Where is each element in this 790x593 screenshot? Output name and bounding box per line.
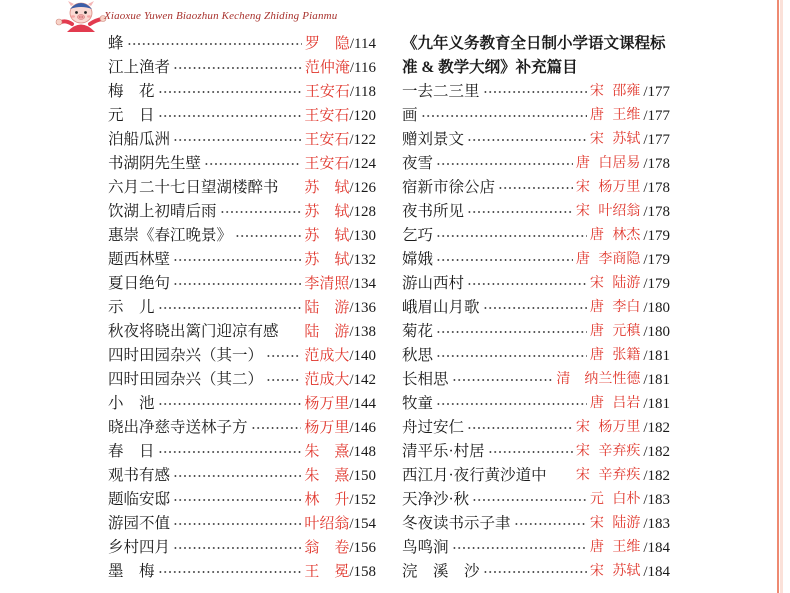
- toc-left-column: [108, 32, 376, 584]
- entry-page-number: /178: [643, 180, 670, 196]
- entry-title: 游山西村: [402, 275, 465, 292]
- leader-dots: [488, 447, 573, 457]
- toc-entry-row: [108, 128, 376, 152]
- entry-author: 元 白朴: [589, 492, 641, 507]
- header-subtitle-pinyin: Xiaoxue Yuwen Biaozhun Kecheng Zhiding Pianmu: [104, 10, 338, 22]
- entry-page-number: /181: [643, 372, 670, 388]
- entry-page-number: /179: [643, 252, 670, 268]
- toc-entry-row: [402, 104, 670, 128]
- leader-dots: [436, 351, 587, 361]
- entry-title: 菊花: [402, 323, 434, 340]
- leader-dots: [421, 111, 587, 121]
- toc-entry-row: [402, 416, 670, 440]
- entry-page-number: /152: [349, 492, 376, 508]
- leader-dots: [436, 255, 573, 265]
- entry-author: 王 冕: [304, 564, 350, 580]
- leader-dots: [467, 135, 587, 145]
- supplementary-heading-line1: 《九年义务教育全日制小学语文课程标: [402, 35, 666, 52]
- entry-page-number: /181: [643, 396, 670, 412]
- leader-dots: [467, 207, 573, 217]
- entry-title: 观书有感: [108, 467, 171, 484]
- entry-author: 宋 辛弃疾: [575, 468, 641, 483]
- toc-entry-row: [108, 440, 376, 464]
- entry-title: 示 儿: [108, 299, 155, 316]
- toc-entry-row: [108, 392, 376, 416]
- entry-page-number: /179: [643, 228, 670, 244]
- entry-author: 宋 苏轼: [589, 564, 641, 579]
- entry-page-number: /144: [349, 396, 376, 412]
- entry-author: 朱 熹: [304, 444, 350, 460]
- leader-dots: [158, 303, 302, 313]
- entry-author: 王安石: [304, 108, 350, 124]
- leader-dots: [483, 87, 587, 97]
- entry-page-number: /177: [643, 108, 670, 124]
- entry-page-number: /140: [349, 348, 376, 364]
- toc-entry-row: [402, 344, 670, 368]
- leader-dots: [173, 471, 301, 481]
- entry-author: 唐 李白: [589, 300, 641, 315]
- entry-author: 叶绍翁: [304, 516, 350, 532]
- entry-title: 赠刘景文: [402, 131, 465, 148]
- leader-dots: [158, 111, 302, 121]
- supplementary-entries: [402, 80, 670, 584]
- entry-title: 四时田园杂兴（其一）: [108, 347, 264, 364]
- toc-entry-row: [402, 128, 670, 152]
- entry-page-number: /122: [349, 132, 376, 148]
- entry-title: 夜雪: [402, 155, 434, 172]
- entry-page-number: /178: [643, 156, 670, 172]
- toc-entry-row: [402, 224, 670, 248]
- entry-title: 宿新市徐公店: [402, 179, 496, 196]
- entry-author: 宋 苏轼: [589, 132, 641, 147]
- entry-page-number: /154: [349, 516, 376, 532]
- entry-page-number: /120: [349, 108, 376, 124]
- entry-title: 画: [402, 107, 418, 124]
- toc-entry-row: [108, 296, 376, 320]
- leader-dots: [550, 471, 573, 481]
- entry-title: 六月二十七日望湖楼醉书: [108, 179, 279, 196]
- entry-page-number: /124: [349, 156, 376, 172]
- entry-title: 乞巧: [402, 227, 434, 244]
- entry-page-number: /138: [349, 324, 376, 340]
- toc-entry-row: [108, 560, 376, 584]
- entry-author: 清 纳兰性德: [556, 372, 641, 387]
- entry-author: 林 升: [304, 492, 350, 508]
- toc-entry-row: [108, 80, 376, 104]
- toc-entry-row: [402, 320, 670, 344]
- entry-page-number: /142: [349, 372, 376, 388]
- entry-title: 天净沙·秋: [402, 491, 470, 508]
- toc-entry-row: [108, 344, 376, 368]
- entry-page-number: /180: [643, 324, 670, 340]
- entry-page-number: /130: [349, 228, 376, 244]
- entry-page-number: /177: [643, 84, 670, 100]
- entry-title: 清平乐·村居: [402, 443, 485, 460]
- entry-page-number: /180: [643, 300, 670, 316]
- entry-title: 晓出净慈寺送林子方: [108, 419, 248, 436]
- toc-entry-row: [402, 536, 670, 560]
- leader-dots: [173, 63, 302, 73]
- toc-entry-row: [402, 296, 670, 320]
- entry-author: 王安石: [304, 156, 350, 172]
- entry-author: 范仲淹: [304, 60, 350, 76]
- leader-dots: [436, 159, 573, 169]
- entry-title: 秋夜将晓出篱门迎凉有感: [108, 323, 279, 340]
- toc-entry-row: [402, 80, 670, 104]
- toc-entry-row: [402, 152, 670, 176]
- entry-title: 墨 梅: [108, 563, 155, 580]
- entry-page-number: /179: [643, 276, 670, 292]
- entry-title: 元 日: [108, 107, 155, 124]
- entry-title: 泊船瓜洲: [108, 131, 171, 148]
- entry-author: 宋 辛弃疾: [575, 444, 641, 459]
- entry-title: 牧童: [402, 395, 434, 412]
- entry-author: 范成大: [304, 372, 350, 388]
- leader-dots: [173, 135, 301, 145]
- entry-page-number: /150: [349, 468, 376, 484]
- toc-entry-row: [108, 368, 376, 392]
- toc-entry-row: [402, 248, 670, 272]
- entry-author: 王安石: [304, 132, 350, 148]
- entry-title: 题西林壁: [108, 251, 171, 268]
- entry-page-number: /184: [643, 564, 670, 580]
- leader-dots: [158, 87, 302, 97]
- entry-page-number: /134: [349, 276, 376, 292]
- toc-entry-row: [402, 272, 670, 296]
- entry-author: 宋 杨万里: [575, 180, 641, 195]
- entry-author: 罗 隐: [304, 36, 350, 52]
- entry-title: 一去二三里: [402, 83, 480, 100]
- leader-dots: [436, 399, 587, 409]
- entry-page-number: /136: [349, 300, 376, 316]
- entry-page-number: /116: [349, 60, 376, 76]
- toc-entry-row: [108, 488, 376, 512]
- entry-author: 唐 李商隐: [575, 252, 641, 267]
- entry-page-number: /182: [643, 420, 670, 436]
- toc-entry-row: [402, 200, 670, 224]
- entry-page-number: /156: [349, 540, 376, 556]
- toc-entry-row: [402, 440, 670, 464]
- entry-page-number: /182: [643, 468, 670, 484]
- entry-title: 梅 花: [108, 83, 155, 100]
- leader-dots: [173, 255, 301, 265]
- toc-entry-row: [402, 368, 670, 392]
- leader-dots: [235, 231, 301, 241]
- entry-title: 江上渔者: [108, 59, 171, 76]
- entry-author: 宋 陆游: [589, 516, 641, 531]
- leader-dots: [472, 495, 587, 505]
- entry-title: 春 日: [108, 443, 155, 460]
- entry-title: 秋思: [402, 347, 434, 364]
- entry-author: 翁 卷: [304, 540, 350, 556]
- entry-author: 宋 杨万里: [575, 420, 641, 435]
- entry-author: 杨万里: [304, 396, 350, 412]
- entry-title: 西江月·夜行黄沙道中: [402, 467, 547, 484]
- entry-author: 范成大: [304, 348, 350, 364]
- leader-dots: [204, 159, 301, 169]
- toc-entry-row: [108, 512, 376, 536]
- entry-page-number: /114: [349, 36, 376, 52]
- entry-title: 蜂: [108, 35, 124, 52]
- leader-dots: [452, 543, 587, 553]
- leader-dots: [452, 375, 554, 385]
- leader-dots: [282, 183, 302, 193]
- leader-dots: [173, 543, 301, 553]
- toc-entry-row: [108, 248, 376, 272]
- toc-entry-row: [108, 320, 376, 344]
- toc-entry-row: [402, 488, 670, 512]
- leader-dots: [514, 519, 587, 529]
- entry-page-number: /177: [643, 132, 670, 148]
- leader-dots: [282, 327, 302, 337]
- leader-dots: [467, 279, 587, 289]
- entry-page-number: /118: [349, 84, 376, 100]
- entry-author: 宋 陆游: [589, 276, 641, 291]
- entry-author: 唐 白居易: [575, 156, 641, 171]
- leader-dots: [266, 375, 301, 385]
- leader-dots: [467, 423, 573, 433]
- page-border-right: [777, 0, 779, 593]
- entry-author: 陆 游: [304, 300, 350, 316]
- entry-title: 夏日绝句: [108, 275, 171, 292]
- entry-page-number: /126: [349, 180, 376, 196]
- toc-entry-row: [108, 272, 376, 296]
- entry-title: 书湖阴先生壁: [108, 155, 202, 172]
- entry-author: 唐 吕岩: [589, 396, 641, 411]
- toc-entry-row: [108, 416, 376, 440]
- toc-entry-row: [402, 392, 670, 416]
- leader-dots: [173, 495, 301, 505]
- entry-page-number: /178: [643, 204, 670, 220]
- entry-page-number: /132: [349, 252, 376, 268]
- entry-title: 小 池: [108, 395, 155, 412]
- entry-title: 长相思: [402, 371, 449, 388]
- entry-author: 苏 轼: [304, 204, 350, 220]
- entry-author: 唐 林杰: [589, 228, 641, 243]
- entry-author: 宋 叶绍翁: [575, 204, 641, 219]
- entry-page-number: /184: [643, 540, 670, 556]
- entry-author: 唐 王维: [589, 540, 641, 555]
- toc-entry-row: [108, 176, 376, 200]
- entry-title: 舟过安仁: [402, 419, 465, 436]
- entry-author: 杨万里: [304, 420, 350, 436]
- cartoon-mascot-icon: [54, 0, 108, 32]
- entry-author: 李清照: [304, 276, 350, 292]
- leader-dots: [158, 447, 302, 457]
- entry-title: 嫦娥: [402, 251, 434, 268]
- entry-page-number: /148: [349, 444, 376, 460]
- entry-title: 峨眉山月歌: [402, 299, 480, 316]
- toc-entry-row: [402, 512, 670, 536]
- entry-page-number: /182: [643, 444, 670, 460]
- leader-dots: [127, 39, 302, 49]
- entry-title: 鸟鸣涧: [402, 539, 449, 556]
- leader-dots: [251, 423, 302, 433]
- leader-dots: [220, 207, 302, 217]
- leader-dots: [158, 567, 302, 577]
- entry-title: 夜书所见: [402, 203, 465, 220]
- entry-author: 苏 轼: [304, 252, 350, 268]
- entry-title: 四时田园杂兴（其二）: [108, 371, 264, 388]
- entry-title: 游园不值: [108, 515, 171, 532]
- entry-title: 冬夜读书示子聿: [402, 515, 511, 532]
- entry-title: 惠崇《春江晚景》: [108, 227, 233, 244]
- leader-dots: [436, 231, 587, 241]
- entry-page-number: /183: [643, 492, 670, 508]
- entry-title: 题临安邸: [108, 491, 171, 508]
- supplementary-heading-line2: 准 & 教学大纲》补充篇目: [402, 59, 578, 76]
- entry-page-number: /146: [349, 420, 376, 436]
- entry-author: 唐 张籍: [589, 348, 641, 363]
- leader-dots: [173, 519, 301, 529]
- entry-author: 唐 王维: [589, 108, 641, 123]
- entry-author: 陆 游: [304, 324, 350, 340]
- toc-entry-row: [108, 224, 376, 248]
- toc-entry-row: [108, 56, 376, 80]
- entry-title: 饮湖上初晴后雨: [108, 203, 217, 220]
- leader-dots: [483, 303, 587, 313]
- leader-dots: [483, 567, 587, 577]
- toc-entry-row: [108, 152, 376, 176]
- entry-author: 苏 轼: [304, 228, 350, 244]
- entry-title: 乡村四月: [108, 539, 171, 556]
- toc-right-column: [402, 32, 670, 584]
- leader-dots: [266, 351, 301, 361]
- leader-dots: [498, 183, 573, 193]
- leader-dots: [173, 279, 301, 289]
- entry-title: 浣 溪 沙: [402, 563, 480, 580]
- entry-author: 宋 邵雍: [589, 84, 641, 99]
- entry-page-number: /181: [643, 348, 670, 364]
- page-border-right-shade: [780, 0, 783, 593]
- entry-author: 唐 元稹: [589, 324, 641, 339]
- leader-dots: [158, 399, 302, 409]
- toc-entry-row: [108, 104, 376, 128]
- toc-entry-row: [402, 464, 670, 488]
- entry-page-number: /183: [643, 516, 670, 532]
- toc-entry-row: [402, 176, 670, 200]
- toc-entry-row: [402, 560, 670, 584]
- entry-page-number: /158: [349, 564, 376, 580]
- entry-author: 朱 熹: [304, 468, 350, 484]
- leader-dots: [436, 327, 587, 337]
- toc-entry-row: [108, 536, 376, 560]
- entry-author: 王安石: [304, 84, 350, 100]
- entry-author: 苏 轼: [304, 180, 350, 196]
- toc-entry-row: [108, 32, 376, 56]
- toc-entry-row: [108, 200, 376, 224]
- toc-entry-row: [108, 464, 376, 488]
- entry-page-number: /128: [349, 204, 376, 220]
